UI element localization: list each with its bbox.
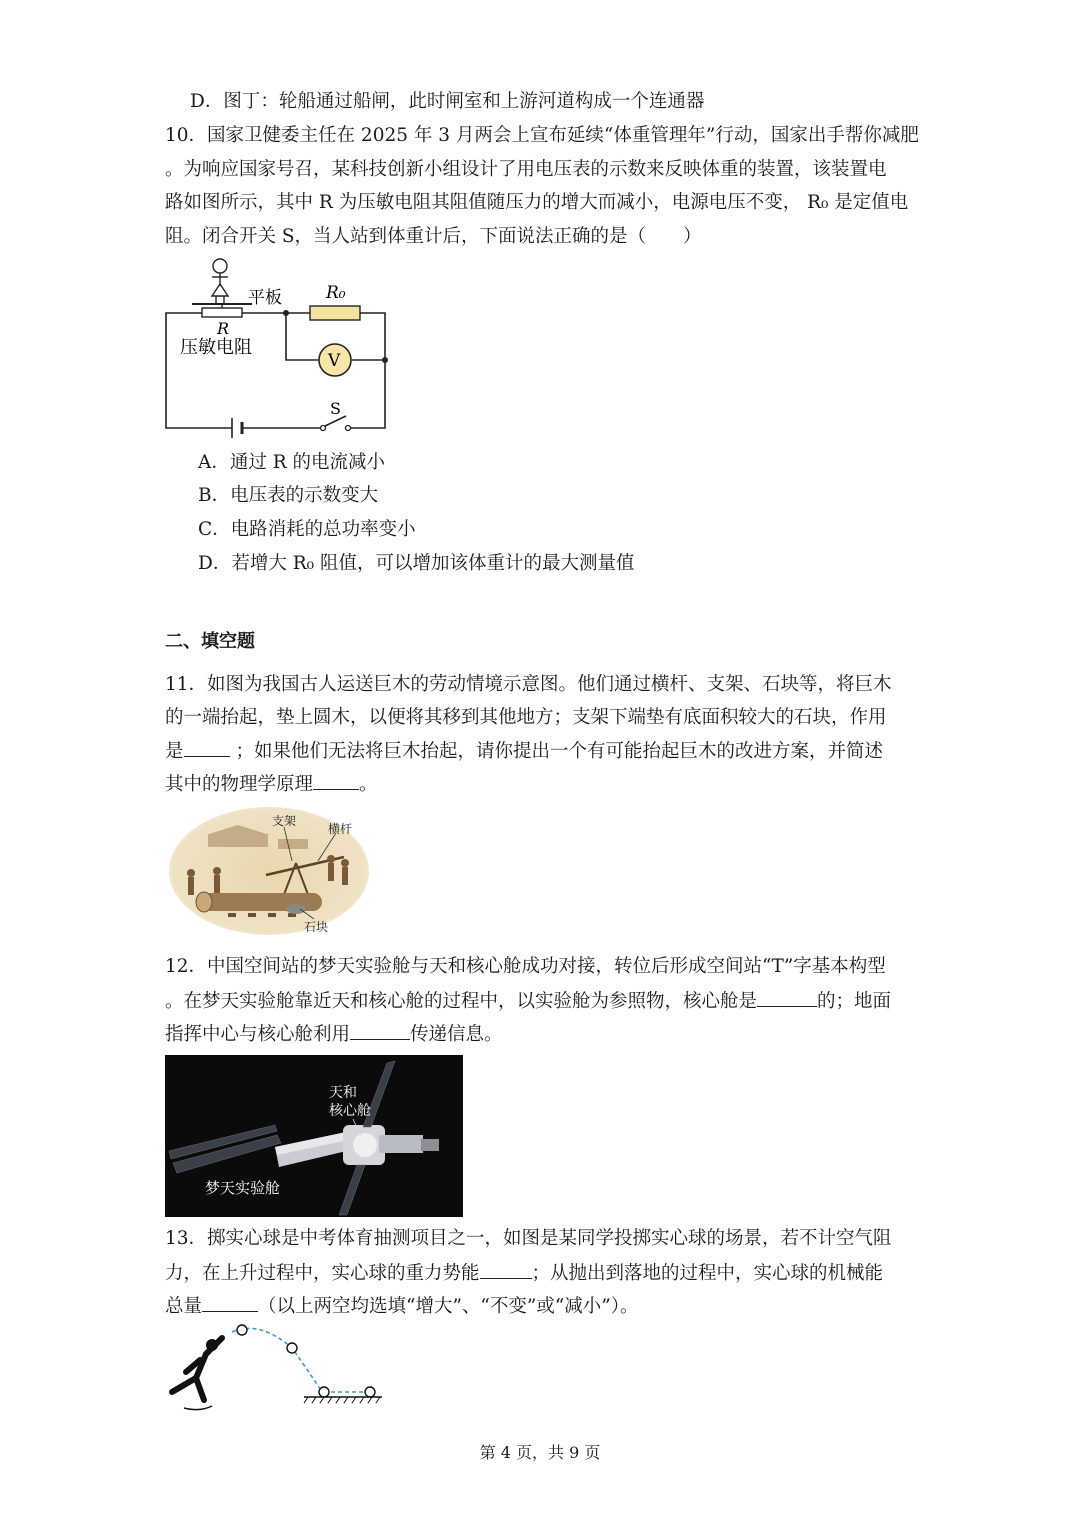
- q11-blank-1[interactable]: [184, 738, 230, 757]
- q10-text-line-3: 路如图所示，其中 R 为压敏电阻其阻值随压力的增大而减小，电源电压不变， R₀ 是定值电: [165, 192, 909, 213]
- q11-text-line-1: 11．如图为我国古人运送巨木的劳动情境示意图。他们通过横杆、支架、石块等，将巨木: [165, 674, 892, 695]
- q13-text-line-3: 总量 （以上两空均选填“增大”、“不变”或“减小”）。: [165, 1293, 925, 1320]
- q12-text-line-1: 12．中国空间站的梦天实验舱与天和核心舱成功对接，转位后形成空间站“T”字基本构型: [165, 956, 886, 977]
- pressure-resistor: [202, 308, 242, 317]
- q10-option-d: D．若增大 R₀ 阻值，可以增加该体重计的最大测量值: [198, 553, 635, 574]
- q13-blank-2[interactable]: [202, 1293, 258, 1312]
- q10-circuit-diagram: [160, 256, 400, 446]
- q10-text-line-4: 阻。闭合开关 S，当人站到体重计后，下面说法正确的是（ ）: [165, 226, 702, 247]
- core-module-label-2: 核心舱: [329, 1103, 371, 1119]
- trajectory-path: [232, 1328, 322, 1392]
- q11-text-line-2: 的一端抬起，垫上圆木，以便将其移到其他地方；支架下端垫有底面积较大的石块，作用: [165, 707, 887, 728]
- section-heading: 二、填空题: [165, 631, 255, 652]
- lab-module-label: 梦天实验舱: [205, 1179, 281, 1197]
- q11-log-transport-illustration: [168, 805, 370, 937]
- pressure-resistor-label: 压敏电阻: [180, 337, 252, 358]
- platform-label: 平板: [248, 288, 282, 308]
- q10-text-line-2: 。为响应国家号召，某科技创新小组设计了用电压表的示数来反映体重的装置，该装置电: [165, 159, 887, 180]
- crossbar-label: 横杆: [328, 822, 353, 836]
- q12-space-station-image: [165, 1055, 463, 1217]
- q11-blank-2[interactable]: [313, 771, 359, 790]
- switch-label: S: [330, 399, 341, 418]
- q13-text-line-1: 13．掷实心球是中考体育抽测项目之一，如图是某同学投掷实心球的场景，若不计空气阻: [165, 1228, 892, 1249]
- q11-text-line-4: 其中的物理学原理 。: [165, 771, 925, 798]
- support-label: 支架: [272, 814, 297, 828]
- q12-text-line-3: 指挥中心与核心舱利用 传递信息。: [165, 1021, 925, 1048]
- page-number: 第 4 页，共 9 页: [479, 1443, 601, 1462]
- resistor-r-label: R: [217, 319, 230, 338]
- core-module-label-1: 天和: [329, 1085, 357, 1101]
- q9-option-d: D．图丁：轮船通过船闸，此时闸室和上游河道构成一个连通器: [190, 91, 705, 112]
- circuit-wires: [166, 313, 385, 428]
- q12-blank-1[interactable]: [757, 988, 817, 1007]
- q12-blank-2[interactable]: [350, 1021, 410, 1040]
- q12-text-line-2: 。在梦天实验舱靠近天和核心舱的过程中，以实验舱为参照物，核心舱是 的；地面: [165, 988, 925, 1015]
- stone-label: 石块: [304, 920, 329, 934]
- q13-text-line-2: 力，在上升过程中，实心球的重力势能 ；从抛出到落地的过程中，实心球的机械能: [165, 1260, 925, 1287]
- voltmeter-label: V: [328, 351, 341, 371]
- r0-label: R₀: [326, 283, 346, 303]
- q10-text-line-1: 10．国家卫健委主任在 2025 年 3 月两会上宣布延续“体重管理年”行动，国家出手帮你减肥: [165, 125, 919, 146]
- q13-shot-put-diagram: [160, 1320, 390, 1415]
- q10-option-b: B．电压表的示数变大: [198, 485, 379, 506]
- ball-icons: [237, 1325, 375, 1397]
- switch-icon: [321, 426, 326, 431]
- q11-text-line-3: 是 ；如果他们无法将巨木抬起，请你提出一个有可能抬起巨木的改进方案，并简述: [165, 738, 925, 765]
- q13-blank-1[interactable]: [480, 1260, 532, 1279]
- thrower-figure-icon: [172, 1338, 222, 1400]
- fixed-resistor-r0: [310, 306, 360, 320]
- q10-option-a: A．通过 R 的电流减小: [198, 452, 386, 473]
- q10-option-c: C．电路消耗的总功率变小: [198, 519, 416, 540]
- person-icon: [212, 259, 228, 304]
